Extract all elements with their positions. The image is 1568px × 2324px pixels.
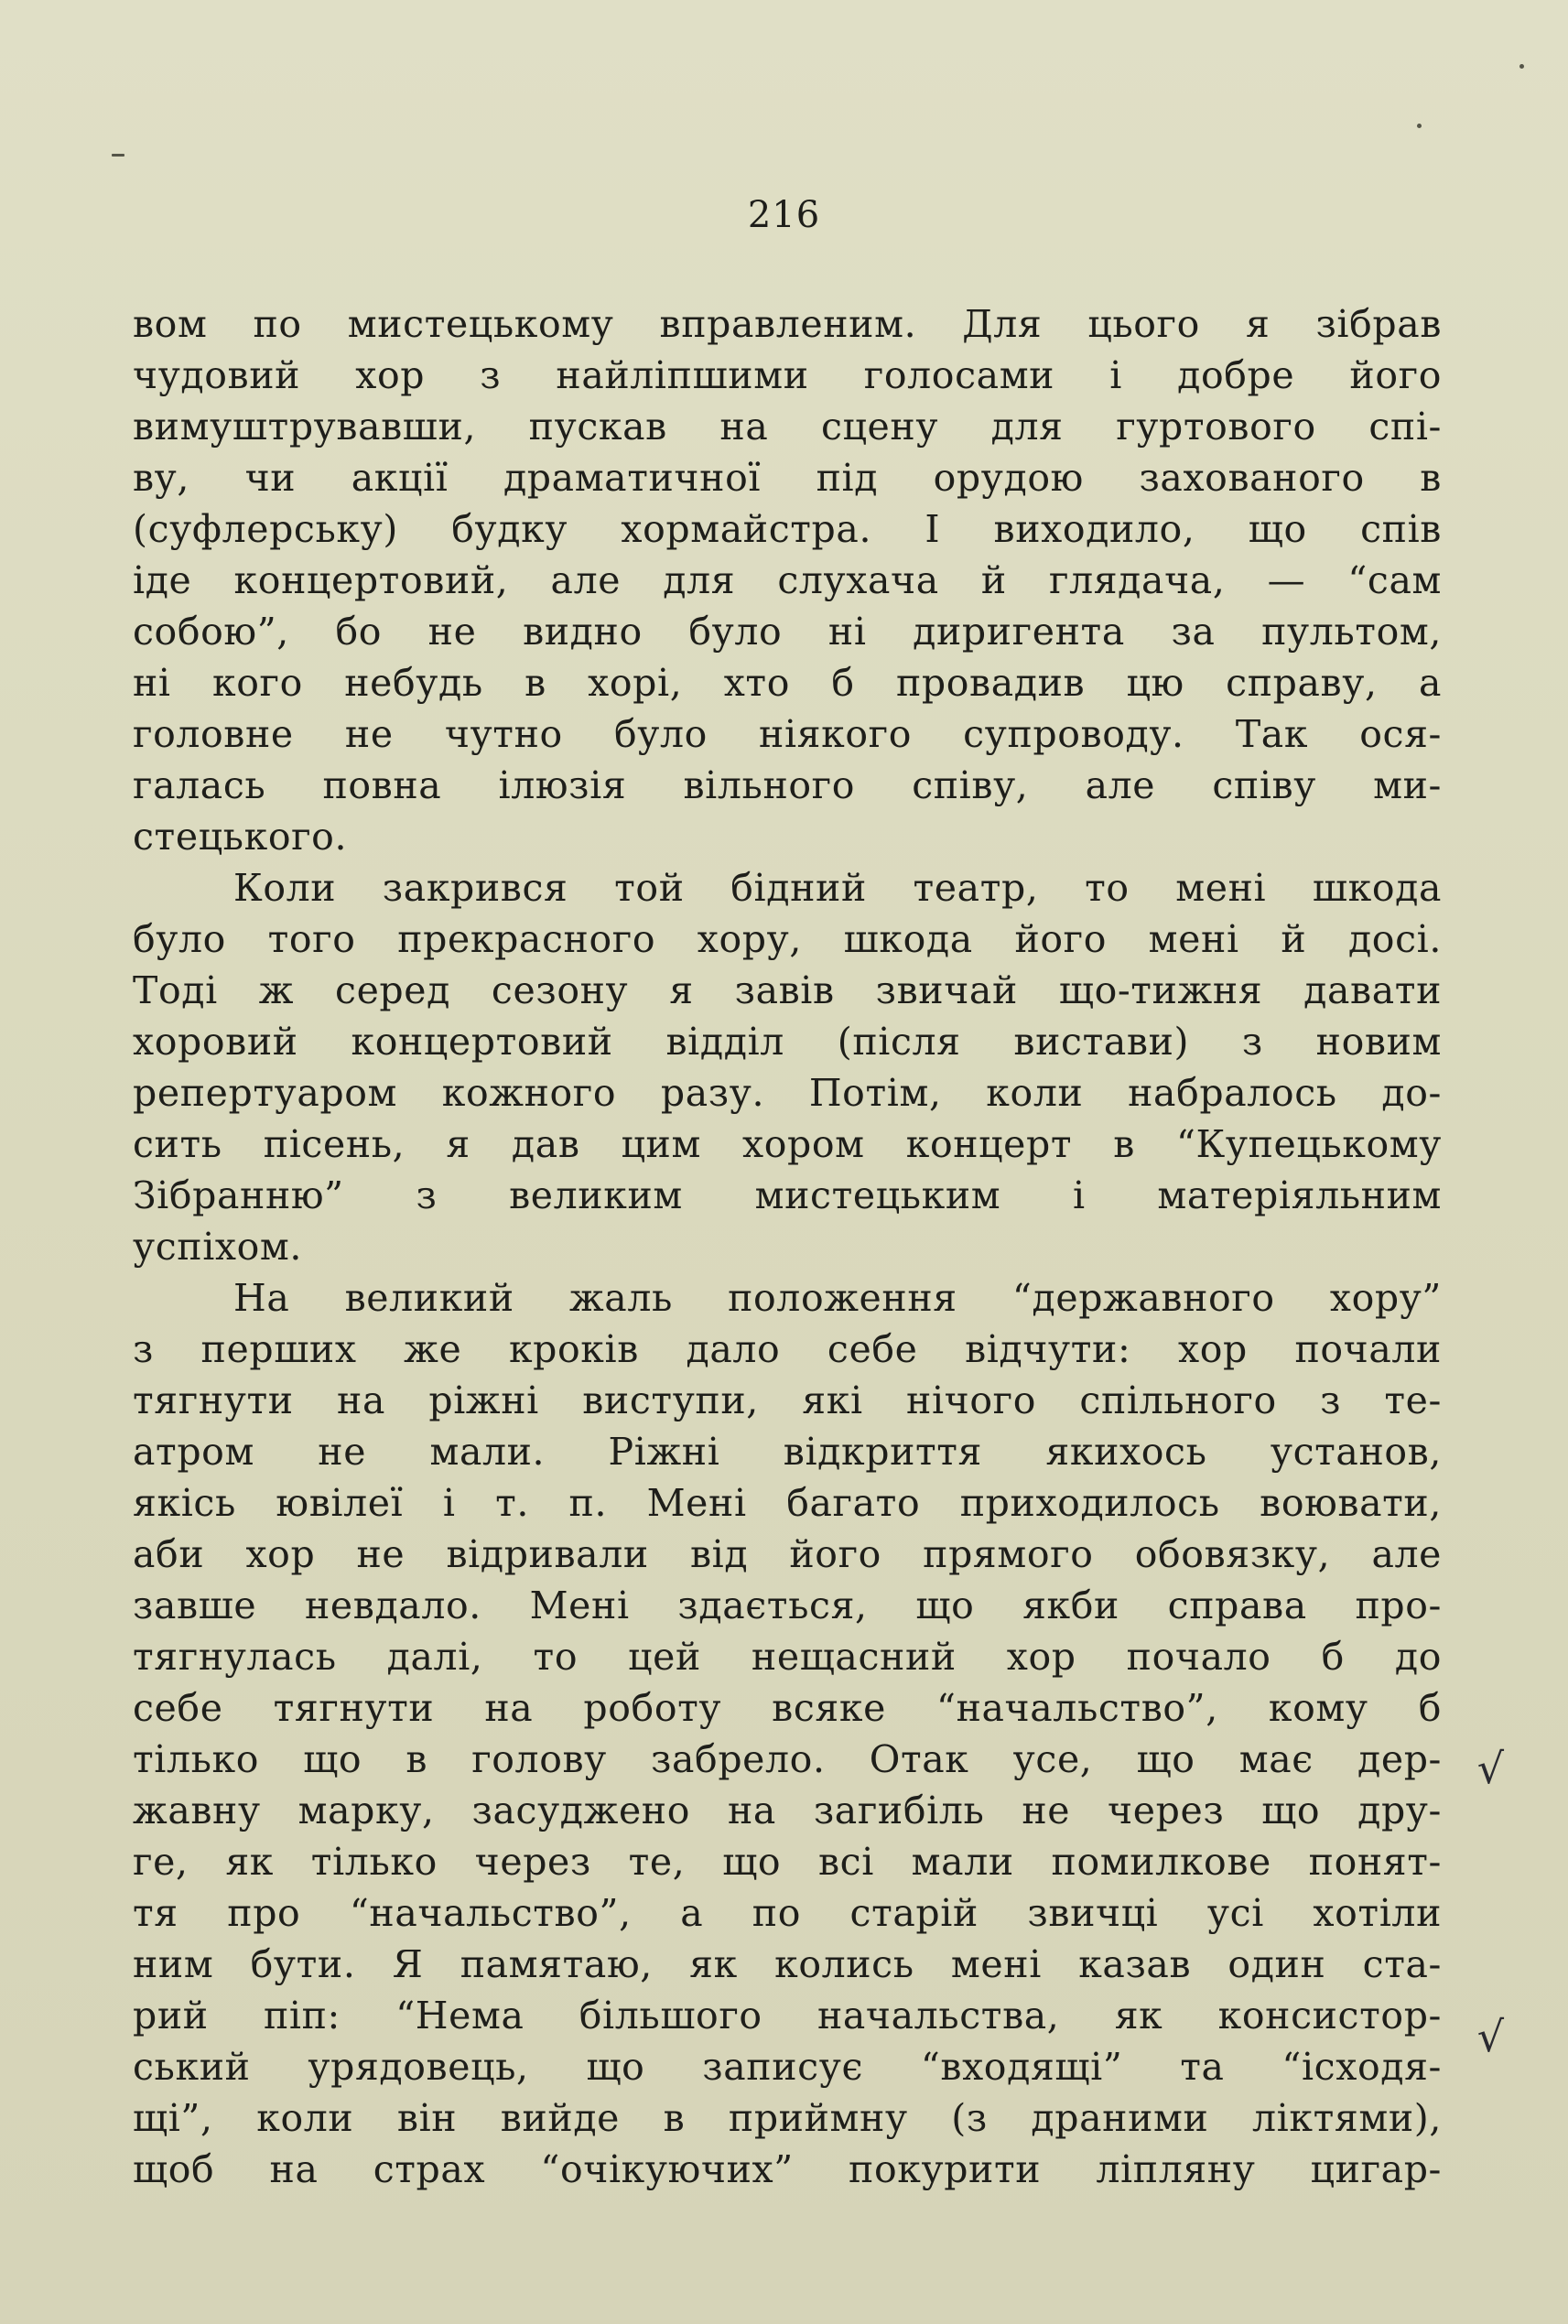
text-line: з перших же кроків дало себе відчути: хор почали [133, 1327, 1442, 1371]
scan-speck [112, 154, 124, 157]
text-line: якісь ювілеї і т. п. Мені багато приходилось воювати, [133, 1481, 1442, 1525]
text-line: ву, чи акції драматичної під орудою захованого в [133, 456, 1442, 500]
text-line: стецького. [133, 815, 348, 859]
margin-check-mark: √ [1476, 1744, 1504, 1793]
text-line: тілько що в голову забрело. Отак усе, що має дер- [133, 1737, 1442, 1781]
text-line: щі”, коли він вийде в приймну (з драними ліктями), [133, 2096, 1442, 2140]
paragraph-3 [133, 1272, 1442, 2195]
text-line: успіхом. [133, 1225, 303, 1269]
text-line: ський урядовець, що записує “входящі” та “ісходя- [133, 2045, 1442, 2089]
text-line: тягнути на ріжні виступи, які нічого спільного з те- [133, 1378, 1442, 1422]
text-line: собою”, бо не видно було ні диригента за пультом, [133, 610, 1442, 654]
text-line: себе тягнути на роботу всяке “начальство”, кому б [133, 1686, 1442, 1730]
text-line: щоб на страх “очікуючих” покурити ліпляну цигар- [133, 2147, 1442, 2191]
scan-speck [1519, 64, 1524, 69]
text-line: хоровий концертовий відділ (після вистави) з новим [133, 1020, 1442, 1064]
text-line: (суфлерську) будку хормайстра. І виходило, що спів [133, 507, 1442, 551]
text-line: сить пісень, я дав цим хором концерт в “Купецькому [133, 1122, 1442, 1166]
text-line: репертуаром кожного разу. Потім, коли набралось до- [133, 1071, 1442, 1115]
scan-speck [1417, 124, 1422, 128]
text-line: вом по мистецькому вправленим. Для цього я зібрав [133, 302, 1442, 346]
text-line: тя про “начальство”, а по старій звичці усі хотіли [133, 1891, 1442, 1935]
text-line: Зібранню” з великим мистецьким і матеріяльним [133, 1173, 1442, 1217]
text-line: жавну марку, засуджено на загибіль не через що дру- [133, 1789, 1442, 1832]
body-text [133, 298, 1442, 2195]
text-line: атром не мали. Ріжні відкриття якихось установ, [133, 1430, 1442, 1474]
page-number: 216 [747, 194, 821, 236]
text-line: іде концертовий, але для слухача й глядача, — “сам [133, 558, 1442, 602]
text-line: На великий жаль положення “державного хору” [233, 1276, 1442, 1320]
paragraph-2 [133, 862, 1442, 1272]
text-line: ге, як тілько через те, що всі мали помилкове понят- [133, 1840, 1442, 1884]
text-line: завше невдало. Мені здається, що якби справа про- [133, 1584, 1442, 1627]
text-line: рий піп: “Нема більшого начальства, як консистор- [133, 1994, 1442, 2038]
text-line: аби хор не відривали від його прямого обовязку, але [133, 1532, 1442, 1576]
text-line: головне не чутно було ніякого супроводу. Так ося- [133, 712, 1442, 756]
text-line: галась повна ілюзія вільного співу, але співу ми- [133, 763, 1442, 807]
margin-check-mark: √ [1476, 2012, 1504, 2061]
text-line: чудовий хор з найліпшими голосами і добре його [133, 353, 1442, 397]
text-line: ним бути. Я памятаю, як колись мені казав один ста- [133, 1942, 1442, 1986]
text-line: було того прекрасного хору, шкода його мені й досі. [133, 917, 1442, 961]
text-line: Тоді ж серед сезону я завів звичай що-тижня давати [133, 968, 1442, 1012]
text-line: вимуштрувавши, пускав на сцену для гуртового спі- [133, 405, 1442, 449]
text-line: тягнулась далі, то цей нещасний хор почало б до [133, 1635, 1442, 1679]
text-line: Коли закрився той бідний театр, то мені шкода [233, 866, 1442, 910]
text-line: ні кого небудь в хорі, хто б провадив цю справу, а [133, 661, 1442, 705]
paragraph-1 [133, 298, 1442, 862]
